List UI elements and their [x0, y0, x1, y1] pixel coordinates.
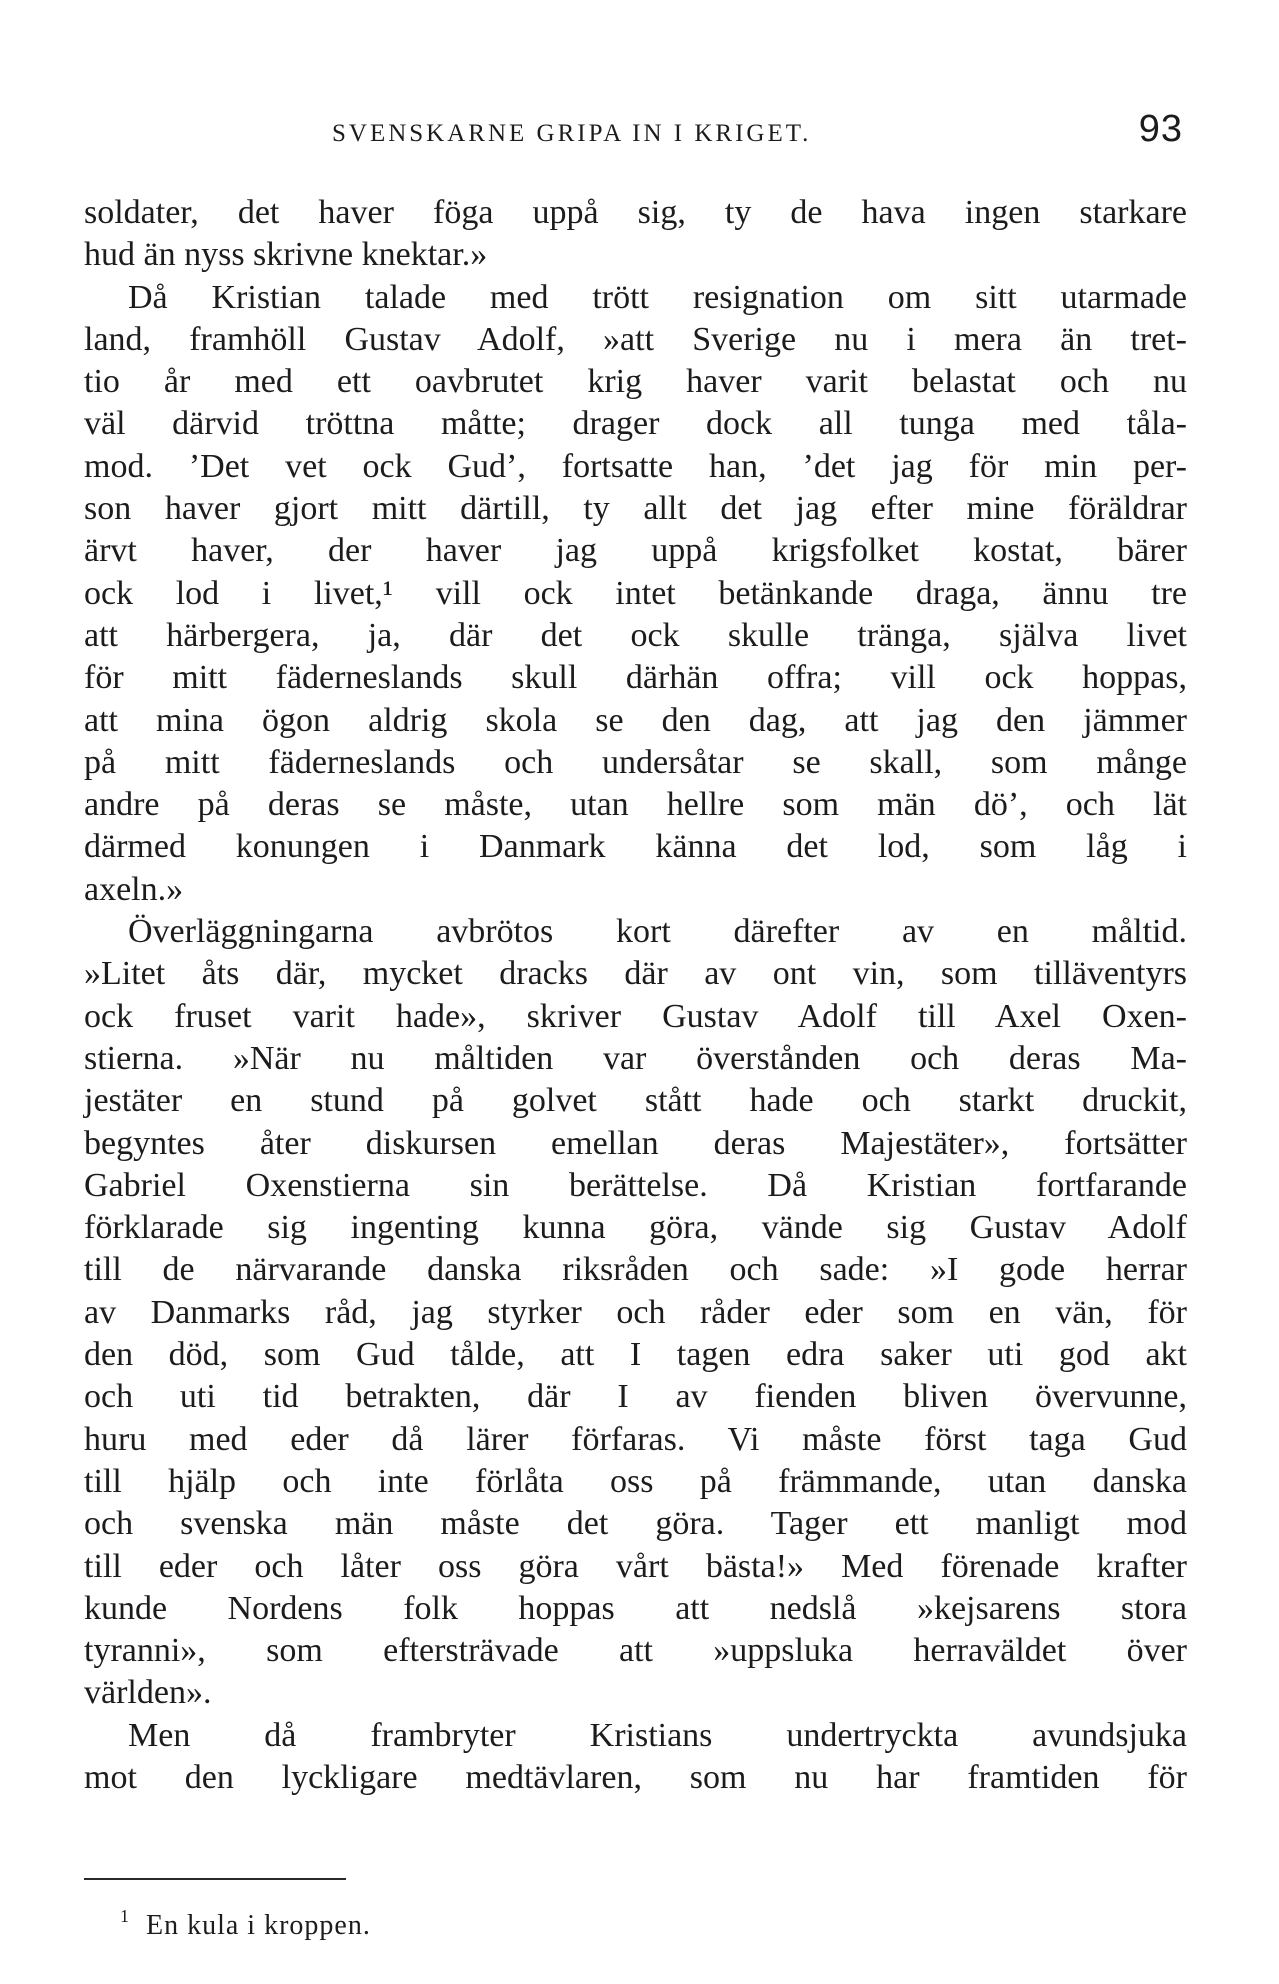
- text-line: ock lod i livet,¹ vill ock intet betänkande draga, ännu tre: [84, 574, 1187, 612]
- page-number: 93: [1138, 108, 1183, 150]
- text-line: ärvt haver, der haver jag uppå krigsfolket kostat, bärer: [84, 532, 1187, 570]
- text-line: därmed konungen i Danmark känna det lod, som låg i: [84, 828, 1187, 866]
- page-header: [332, 108, 1183, 158]
- text-line: väl därvid tröttna måtte; drager dock all tunga med tåla-: [84, 405, 1187, 443]
- text-line: son haver gjort mitt därtill, ty allt det jag efter mine föräldrar: [84, 490, 1187, 528]
- text-line: jestäter en stund på golvet stått hade och starkt druckit,: [84, 1082, 1187, 1120]
- footnote-divider: [84, 1878, 346, 1880]
- text-line: ock fruset varit hade», skriver Gustav Adolf till Axel Oxen-: [84, 997, 1187, 1035]
- running-head: SVENSKARNE GRIPA IN I KRIGET.: [332, 120, 812, 147]
- text-line: förklarade sig ingenting kunna göra, vände sig Gustav Adolf: [84, 1209, 1187, 1247]
- text-line: Överläggningarna avbrötos kort därefter av en måltid.: [128, 913, 1187, 951]
- text-line: tyranni», som eftersträvade att »uppsluka herraväldet över: [84, 1632, 1187, 1670]
- text-line: »Litet åts där, mycket dracks där av ont vin, som tilläventyrs: [84, 955, 1187, 993]
- text-line: till eder och låter oss göra vårt bästa!» Med förenade krafter: [84, 1547, 1187, 1585]
- text-line: mod. ’Det vet ock Gud’, fortsatte han, ’det jag för min per-: [84, 447, 1187, 485]
- text-line: hud än nyss skrivne knektar.»: [84, 236, 488, 274]
- text-line: tio år med ett oavbrutet krig haver varit belastat och nu: [84, 363, 1187, 401]
- text-line: land, framhöll Gustav Adolf, »att Sverige nu i mera än tret-: [84, 320, 1187, 358]
- text-line: andre på deras se måste, utan hellre som män dö’, och lät: [84, 786, 1187, 824]
- text-line: att mina ögon aldrig skola se den dag, att jag den jämmer: [84, 701, 1187, 739]
- footnote: [120, 1906, 371, 1942]
- text-line: Men då frambryter Kristians undertryckta avundsjuka: [128, 1716, 1187, 1754]
- text-line: av Danmarks råd, jag styrker och råder eder som en vän, för: [84, 1293, 1187, 1331]
- text-line: den död, som Gud tålde, att I tagen edra saker uti god akt: [84, 1336, 1187, 1374]
- text-line: och svenska män måste det göra. Tager ett manligt mod: [84, 1505, 1187, 1543]
- text-line: begyntes åter diskursen emellan deras Majestäter», fortsätter: [84, 1124, 1187, 1162]
- text-line: mot den lyckligare medtävlaren, som nu har framtiden för: [84, 1758, 1187, 1796]
- text-line: för mitt fäderneslands skull därhän offra; vill ock hoppas,: [84, 659, 1187, 697]
- text-line: Gabriel Oxenstierna sin berättelse. Då Kristian fortfarande: [84, 1166, 1187, 1204]
- body-text: [84, 192, 1187, 1799]
- text-line: soldater, det haver föga uppå sig, ty de hava ingen starkare: [84, 194, 1187, 231]
- text-line: huru med eder då lärer förfaras. Vi måste först taga Gud: [84, 1420, 1187, 1458]
- footnote-text: En kula i kroppen.: [146, 1910, 371, 1941]
- footnote-marker: 1: [120, 1906, 130, 1926]
- text-line: på mitt fäderneslands och undersåtar se skall, som månge: [84, 743, 1187, 781]
- text-line: kunde Nordens folk hoppas att nedslå »kejsarens stora: [84, 1589, 1187, 1627]
- text-line: och uti tid betrakten, där I av fienden bliven övervunne,: [84, 1378, 1187, 1416]
- text-line: att härbergera, ja, där det ock skulle tränga, själva livet: [84, 616, 1187, 654]
- text-line: till hjälp och inte förlåta oss på främmande, utan danska: [84, 1462, 1187, 1500]
- text-line: axeln.»: [84, 870, 184, 908]
- text-line: stierna. »När nu måltiden var överstånden och deras Ma-: [84, 1039, 1187, 1077]
- text-line: till de närvarande danska riksråden och sade: »I gode herrar: [84, 1251, 1187, 1289]
- text-line: Då Kristian talade med trött resignation om sitt utarmade: [128, 278, 1187, 316]
- text-line: världen».: [84, 1674, 212, 1712]
